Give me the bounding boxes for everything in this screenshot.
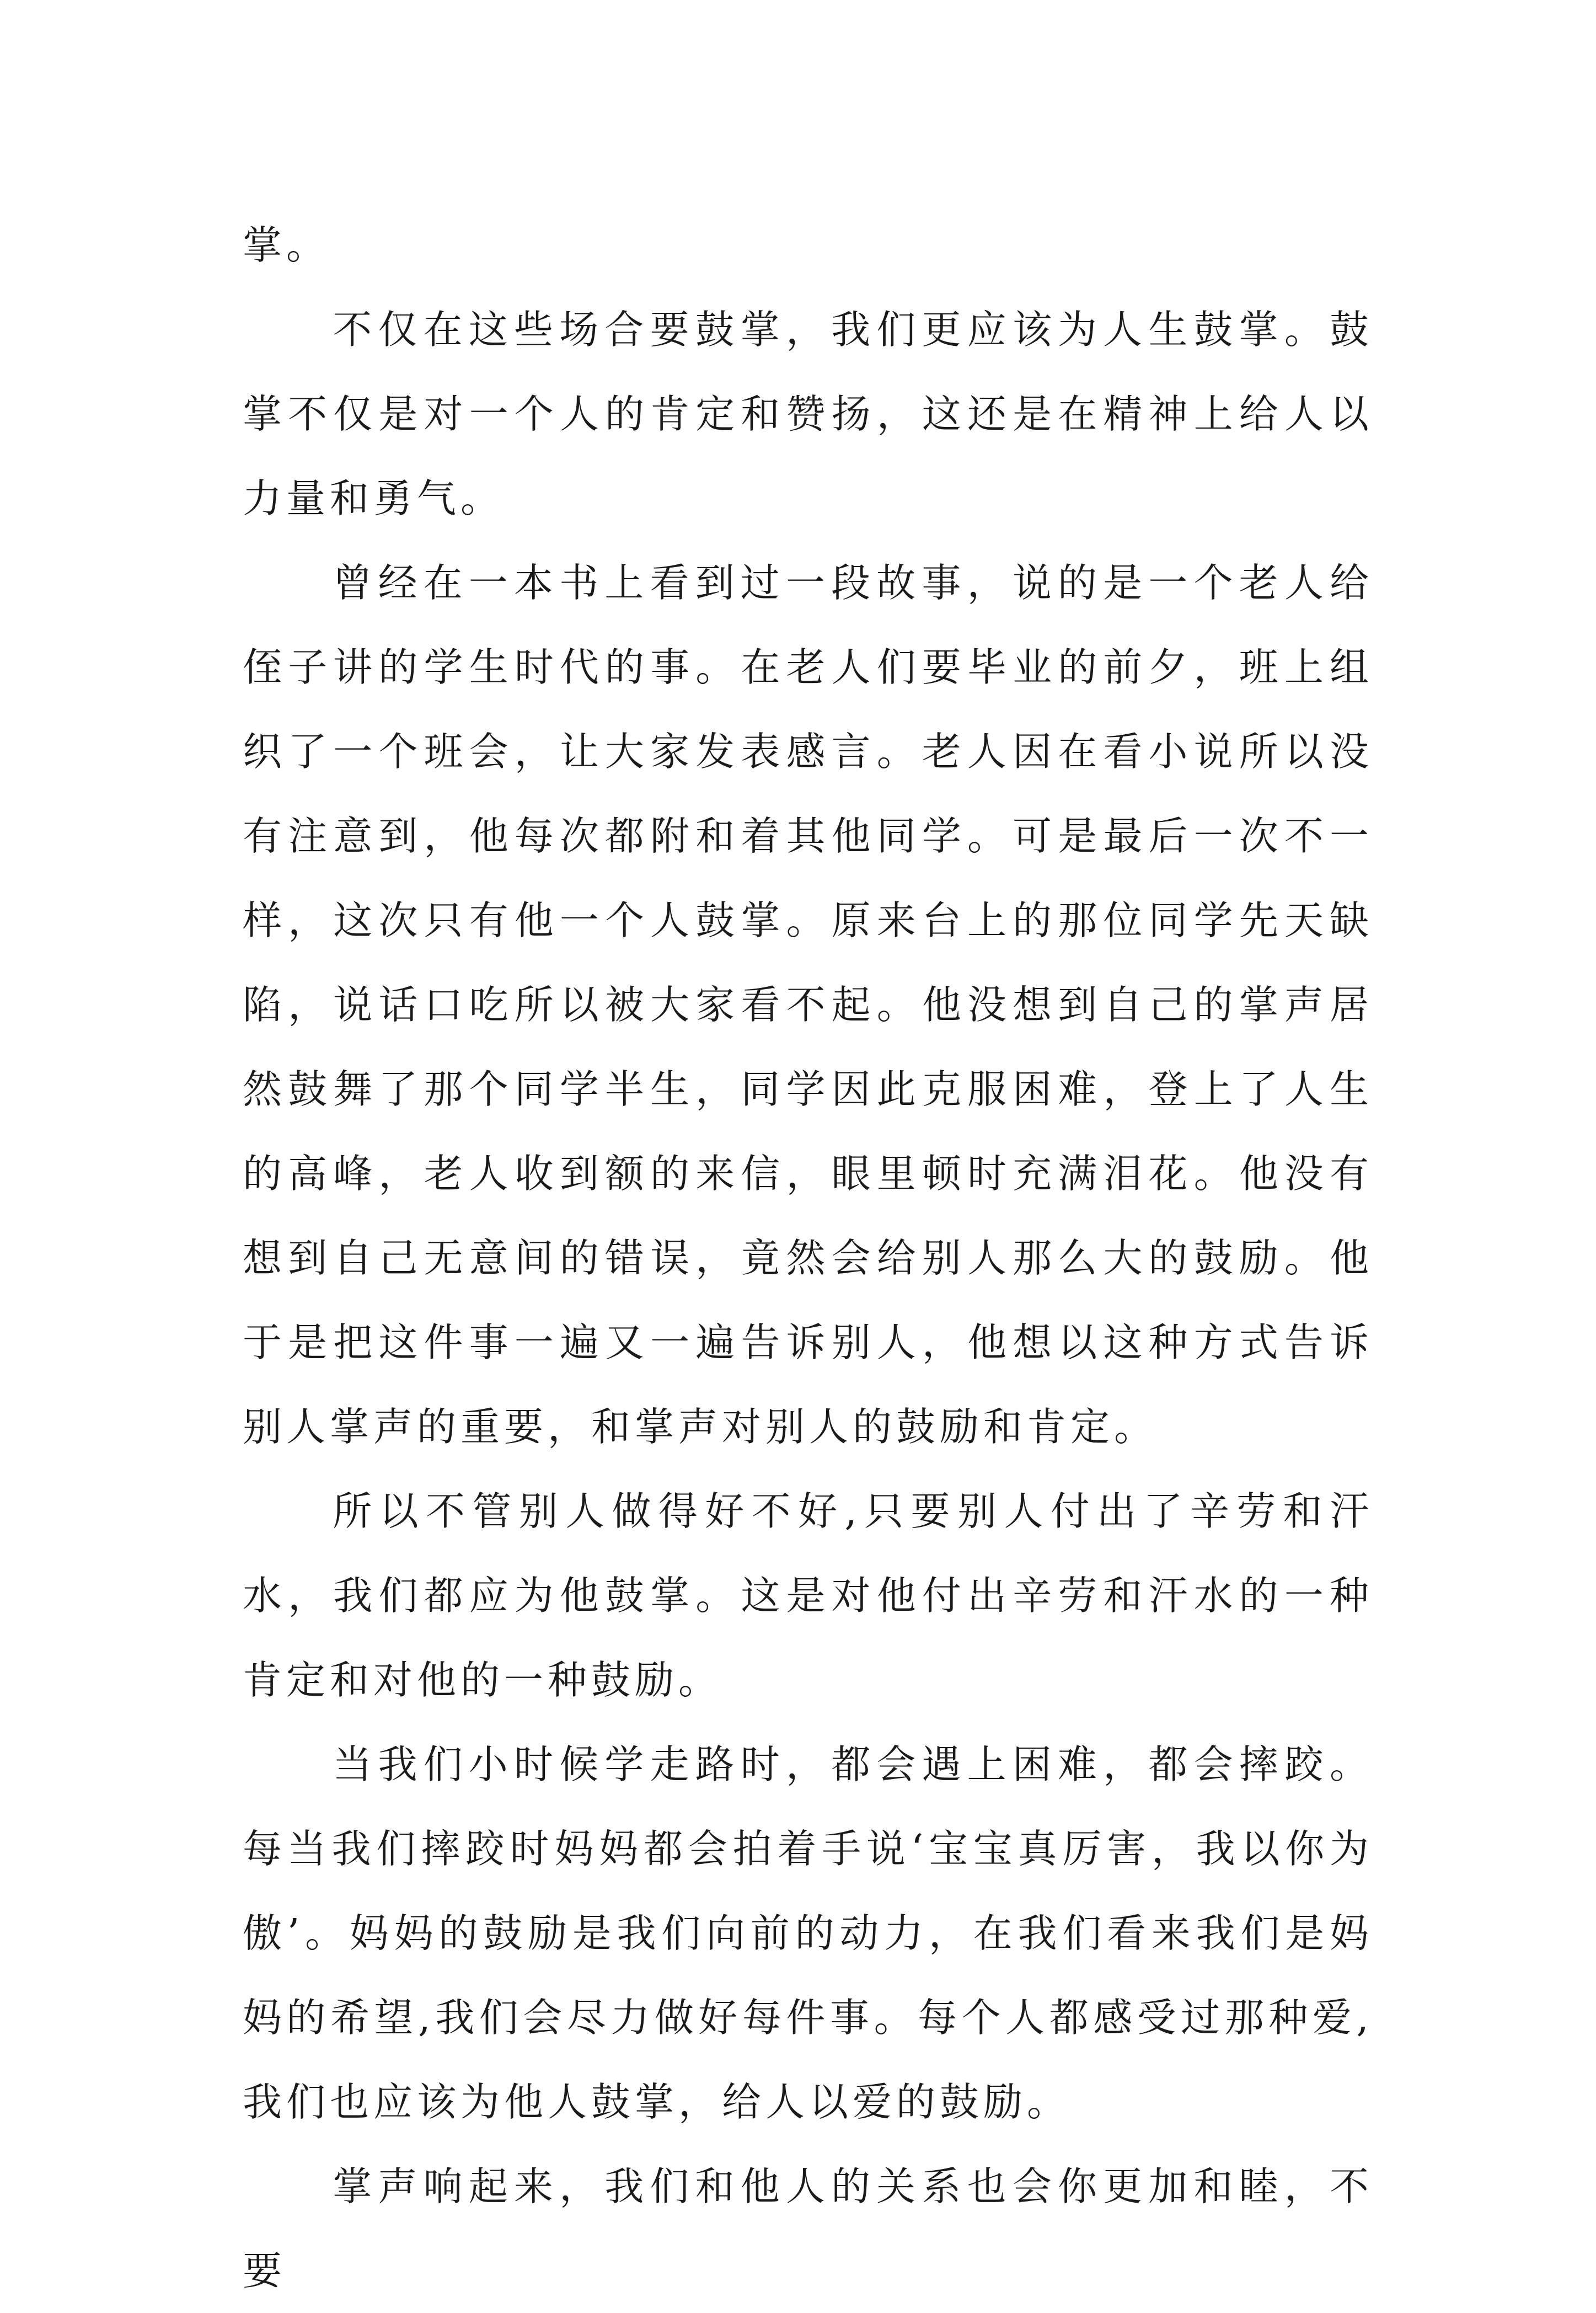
paragraph-2: 不仅在这些场合要鼓掌，我们更应该为人生鼓掌。鼓掌不仅是对一个人的肯定和赞扬，这还是在精神上给人以力量和勇气。	[243, 307, 1373, 521]
paragraph-5: 当我们小时候学走路时，都会遇上困难，都会摔跤。每当我们摔跤时妈妈都会拍着手说‘宝宝真厉害，我以你为傲’。妈妈的鼓励是我们向前的动力，在我们看来我们是妈妈的希望,我们会尽力做好每件事。每个人都感受过那种爱,我们也应该为他人鼓掌，给人以爱的鼓励。	[243, 1742, 1373, 2125]
paragraph-1: 掌。	[243, 222, 330, 268]
paragraph-4: 所以不管别人做得好不好,只要别人付出了辛劳和汗水，我们都应为他鼓掌。这是对他付出辛劳和汗水的一种肯定和对他的一种鼓励。	[243, 1488, 1373, 1703]
body-text	[243, 203, 1373, 2313]
paragraph-6: 掌声响起来，我们和他人的关系也会你更加和睦，不要	[243, 2164, 1373, 2294]
paragraph-3: 曾经在一本书上看到过一段故事，说的是一个老人给侄子讲的学生时代的事。在老人们要毕业的前夕，班上组织了一个班会，让大家发表感言。老人因在看小说所以没有注意到，他每次都附和着其他同学。可是最后一次不一样，这次只有他一个人鼓掌。原来台上的那位同学先天缺陷，说话口吃所以被大家看不起。他没想到自己的掌声居然鼓舞了那个同学半生，同学因此克服困难，登上了人生的高峰，老人收到额的来信，眼里顿时充满泪花。他没有想到自己无意间的错误，竟然会给别人那么大的鼓励。他于是把这件事一遍又一遍告诉别人，他想以这种方式告诉别人掌声的重要，和掌声对别人的鼓励和肯定。	[243, 560, 1373, 1450]
